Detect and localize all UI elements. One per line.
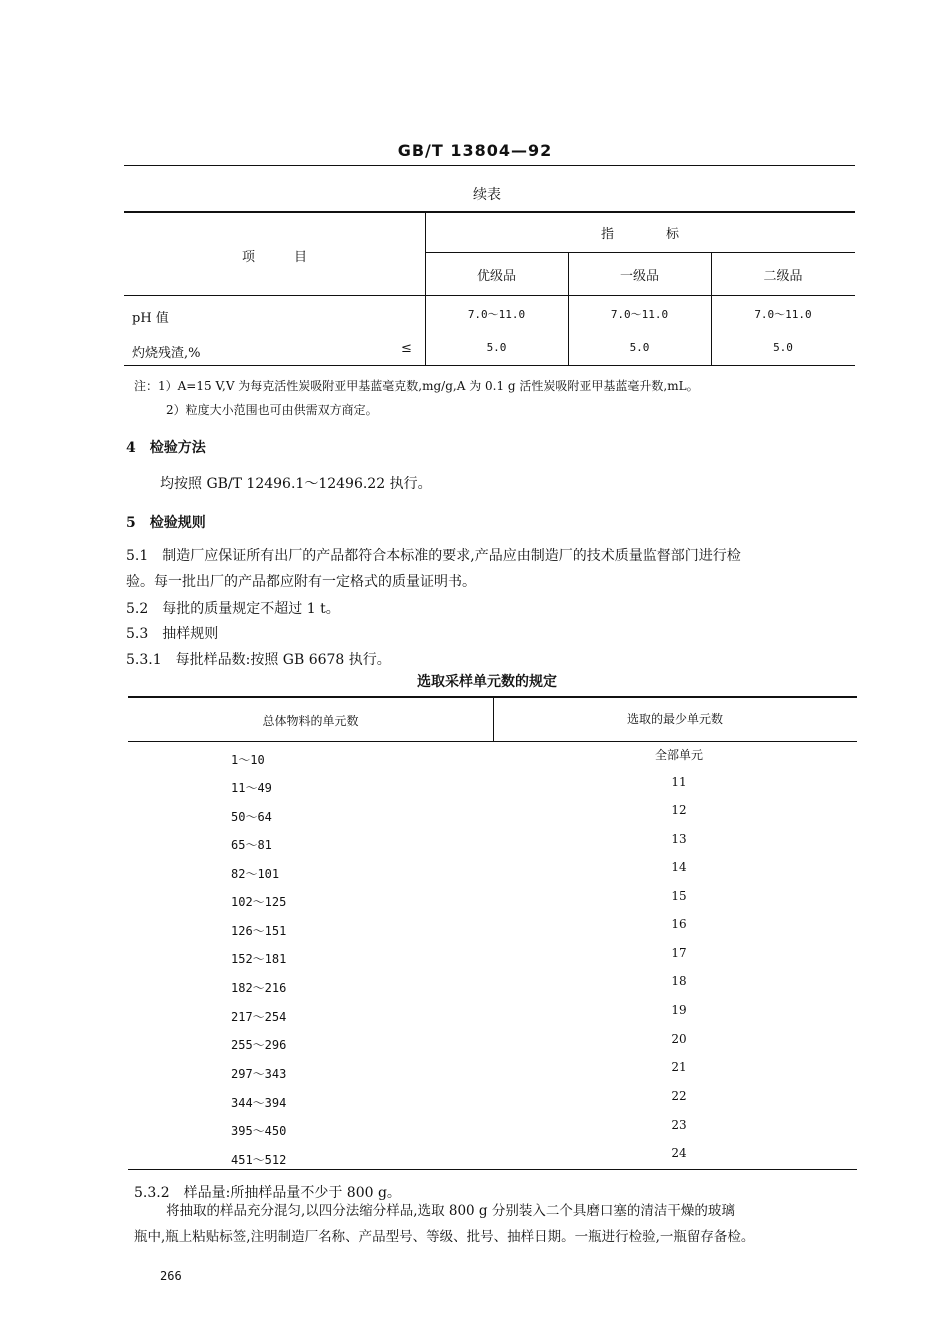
sampling-table-title: 选取采样单元数的规定	[417, 674, 557, 690]
col-header: 选取的最少单元数	[626, 712, 723, 726]
clause-5-2: 5.2 每批的质量规定不超过 1 t。	[126, 601, 340, 617]
min-cell: 11	[671, 775, 687, 789]
row-value: 7.0～11.0	[754, 308, 812, 321]
clause-5-3-2-cont: 瓶中,瓶上粘贴标签,注明制造厂名称、产品型号、等级、批号、抽样日期。一瓶进行检验,一瓶留存备检。	[134, 1229, 755, 1245]
min-cell: 21	[671, 1060, 687, 1074]
range-cell: 65～81	[231, 838, 272, 852]
min-cell: 14	[671, 860, 687, 874]
table-bottom-rule	[124, 365, 855, 366]
range-cell: 152～181	[231, 952, 287, 966]
row-symbol: ≤	[401, 341, 412, 356]
grade-header: 一级品	[619, 269, 659, 284]
range-cell: 451～512	[231, 1153, 287, 1167]
range-cell: 1～10	[231, 753, 265, 767]
clause-5-1-cont: 验。每一批出厂的产品都应附有一定格式的质量证明书。	[126, 574, 476, 590]
section-5-heading: 5 检验规则	[126, 515, 206, 531]
row-item: pH 值	[132, 311, 169, 326]
clause-5-3-1: 5.3.1 每批样品数:按照 GB 6678 执行。	[126, 652, 391, 668]
row-item: 灼烧残渣,%	[132, 346, 201, 361]
min-cell: 18	[671, 974, 687, 988]
min-cell: 13	[671, 832, 687, 846]
table-rule	[425, 252, 855, 253]
range-cell: 182～216	[231, 981, 287, 995]
range-cell: 126～151	[231, 924, 287, 938]
table-header-rule	[128, 741, 857, 742]
min-cell: 24	[671, 1146, 687, 1160]
min-cell: 23	[671, 1118, 687, 1132]
table-top-rule	[124, 211, 855, 213]
grade-header: 二级品	[763, 269, 803, 284]
min-cell: 16	[671, 917, 687, 931]
range-cell: 102～125	[231, 895, 287, 909]
clause-5-3: 5.3 抽样规则	[126, 626, 219, 642]
page-number: 266	[160, 1269, 182, 1283]
table-header-rule	[124, 295, 855, 296]
item-header: 项 目	[241, 250, 307, 265]
index-header: 指 标	[600, 227, 679, 242]
range-cell: 217～254	[231, 1010, 287, 1024]
row-value: 5.0	[629, 341, 650, 354]
table-bottom-rule	[128, 1169, 857, 1170]
min-cell: 15	[671, 889, 687, 903]
range-cell: 344～394	[231, 1096, 287, 1110]
col-header: 总体物料的单元数	[262, 714, 359, 728]
range-cell: 11～49	[231, 781, 272, 795]
section-4-heading: 4 检验方法	[126, 440, 206, 456]
min-cell: 19	[671, 1003, 687, 1017]
standard-code: GB/T 13804—92	[397, 141, 553, 160]
grade-header: 优级品	[476, 269, 516, 284]
clause-5-1: 5.1 制造厂应保证所有出厂的产品都符合本标准的要求,产品应由制造厂的技术质量监督部门进行检	[126, 548, 741, 564]
note-2: 2）粒度大小范围也可由供需双方商定。	[166, 403, 378, 417]
min-cell: 12	[671, 803, 687, 817]
clause-5-3-2: 5.3.2 样品量:所抽样品量不少于 800 g。	[134, 1185, 401, 1201]
note-1: 注：1）A=15 V,V 为每克活性炭吸附亚甲基蓝毫克数,mg/g,A 为 0.1 g 活性炭吸附亚甲基蓝毫升数,mL。	[134, 379, 699, 393]
min-cell: 全部单元	[654, 748, 703, 762]
row-value: 5.0	[773, 341, 793, 354]
range-cell: 82～101	[231, 867, 280, 881]
range-cell: 50～64	[231, 810, 272, 824]
min-cell: 20	[671, 1032, 687, 1046]
section-4-text: 均按照 GB/T 12496.1～12496.22 执行。	[160, 476, 432, 492]
row-value: 5.0	[486, 341, 507, 354]
min-cell: 17	[671, 946, 687, 960]
range-cell: 297～343	[231, 1067, 287, 1081]
header-rule	[124, 165, 855, 166]
row-value: 7.0～11.0	[610, 308, 669, 321]
range-cell: 255～296	[231, 1038, 287, 1052]
table-caption: 续表	[473, 187, 501, 203]
clause-5-3-2-text: 将抽取的样品充分混匀,以四分法缩分样品,选取 800 g 分别装入二个具磨口塞的清洁干燥的玻璃	[166, 1203, 735, 1219]
row-value: 7.0～11.0	[467, 308, 526, 321]
range-cell: 395～450	[231, 1124, 287, 1138]
min-cell: 22	[671, 1089, 687, 1103]
